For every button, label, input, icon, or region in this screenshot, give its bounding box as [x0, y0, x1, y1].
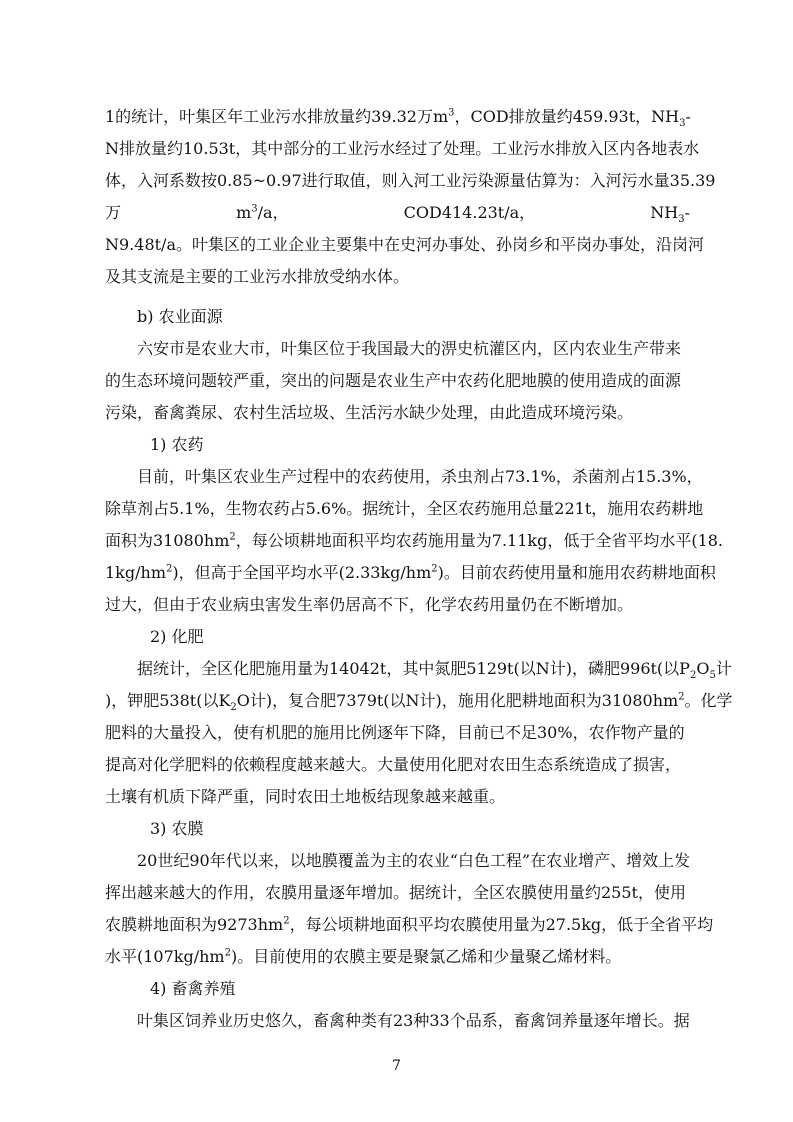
paragraph-line: 除草剂占5.1%，生物农药占5.6%。据统计，全区农药施用总量221t，施用农药耕地	[105, 499, 704, 518]
text-segment: $m^3/a$，	[236, 203, 289, 222]
subsection-heading: 3) 农膜	[150, 819, 204, 838]
paragraph-line: N排放量约10.53t，其中部分的工业污水经过了处理。工业污水排放入区内各地表水	[105, 139, 700, 158]
paragraph-line: 水平$(107kg/hm^2)$。目前使用的农膜主要是聚氯乙烯和少量聚乙烯材料。	[105, 947, 622, 966]
paragraph-line: $1kg/hm^2$)，但高于全国平均水平$(2.33kg/hm^2)$。目前农药使用量和施用农药耕地面积	[105, 563, 716, 582]
paragraph-line: 肥料的大量投入，使有机肥的施用比例逐年下降，目前已不足30%，农作物产量的	[105, 723, 685, 742]
paragraph-line: 六安市是农业大市，叶集区位于我国最大的淠史杭灌区内，区内农业生产带来	[137, 339, 682, 358]
paragraph-line: 20世纪90年代以来，以地膜覆盖为主的农业“白色工程”在农业增产、增效上发	[137, 851, 691, 870]
text-segment: $NH_3-$	[650, 203, 690, 226]
paragraph-line: 土壤有机质下降严重，同时农田土地板结现象越来越重。	[105, 787, 506, 806]
paragraph-line: 体，入河系数按0.85~0.97进行取值，则入河工业污染源量估算为：入河污水量35.39	[105, 171, 716, 190]
text-segment: ，COD排放量约459.93t，$NH_3-$	[454, 107, 691, 130]
paragraph-line: 及其支流是主要的工业污水排放受纳水体。	[105, 267, 410, 286]
text-segment: 万	[105, 203, 122, 222]
paragraph-line: 的生态环境问题较严重，突出的问题是农业生产中农药化肥地膜的使用造成的面源	[105, 371, 682, 390]
text-segment: 1的统计，叶集区年工业污水排放量约39.32万$m^3$	[105, 107, 455, 126]
section-heading: b) 农业面源	[137, 307, 223, 326]
subsection-heading: 2) 化肥	[150, 627, 204, 646]
paragraph-line: )，钾肥538t(以$K_2O$计)，复合肥7379t(以N计)，施用化肥耕地面积为$31080hm^2$。化学	[105, 691, 733, 714]
paragraph-line: 污染，畜禽粪尿、农村生活垃圾、生活污水缺少处理，由此造成环境污染。	[105, 403, 634, 422]
paragraph-line: 农膜耕地面积为$9273hm^2$，每公顷耕地面积平均农膜使用量为27.5kg，低于全省平均	[105, 915, 714, 934]
paragraph-line: 面积为$31080hm^2$，每公顷耕地面积平均农药施用量为7.11kg，低于全省平均水平(18.	[105, 531, 724, 550]
text-segment: COD414.23t/a，	[403, 203, 536, 222]
paragraph-line: 目前，叶集区农业生产过程中的农药使用，杀虫剂占73.1%，杀菌剂占15.3%，	[137, 467, 703, 486]
paragraph-line: 挥出越来越大的作用，农膜用量逐年增加。据统计，全区农膜使用量约255t，使用	[105, 883, 686, 902]
paragraph-line: 过大，但由于农业病虫害发生率仍居高不下，化学农药用量仍在不断增加。	[105, 595, 634, 614]
paragraph-line: 叶集区饲养业历史悠久，畜禽种类有23种33个品系，畜禽饲养量逐年增长。据	[137, 1011, 690, 1030]
subsection-heading: 4) 畜禽养殖	[150, 979, 236, 998]
paragraph-line: 提高对化学肥料的依赖程度越来越大。大量使用化肥对农田生态系统造成了损害，	[105, 755, 682, 774]
page-number: 7	[392, 1058, 401, 1074]
paragraph-line	[105, 101, 690, 133]
paragraph-line: 据统计，全区化肥施用量为14042t，其中氮肥5129t(以N计)，磷肥996t(以$P_2O_5$计	[137, 659, 732, 682]
subsection-heading: 1) 农药	[150, 435, 204, 454]
paragraph-line	[105, 197, 690, 229]
paragraph-line: N9.48t/a。叶集区的工业企业主要集中在史河办事处、孙岗乡和平岗办事处，沿岗河	[105, 235, 704, 254]
